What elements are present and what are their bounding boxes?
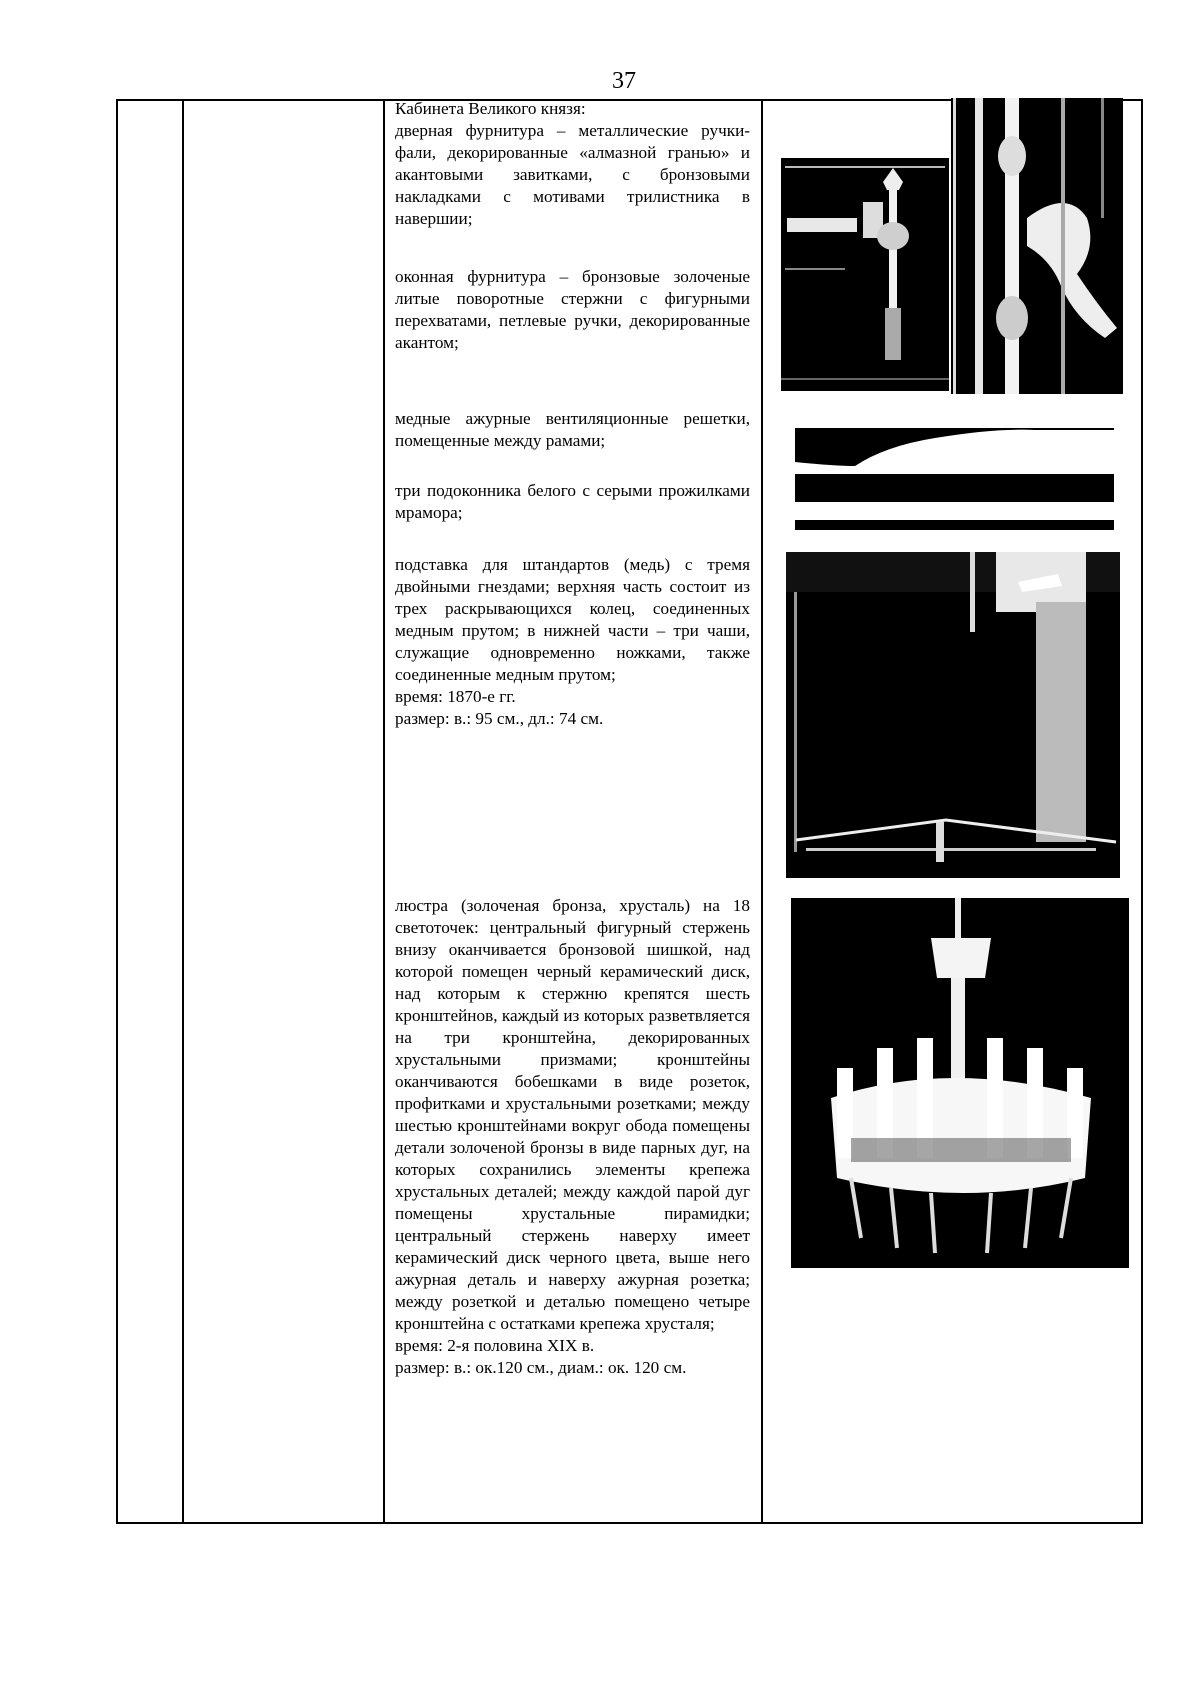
photo-marble-windowsill	[795, 406, 1114, 530]
page-number: 37	[612, 68, 636, 94]
entry-date: время: 1870-е гг.	[395, 687, 516, 706]
column-divider-2	[383, 101, 385, 1522]
entry-vent-grilles	[395, 408, 750, 452]
photo-chandelier	[791, 898, 1129, 1268]
photo-window-latch	[951, 98, 1123, 394]
column-divider-3	[761, 101, 763, 1522]
entry-date: время: 2-я половина XIX в.	[395, 1336, 595, 1355]
photo-door-handle	[781, 158, 949, 391]
inventory-table	[116, 99, 1143, 1524]
entry-description: подставка для штандартов (медь) с тремя двойными гнездами; верхняя часть состоит из трех раскрывающихся колец, соединенных медным прутом; в нижней части – три чаши, служащие одновременно ножками, также соединенные медным прутом;	[395, 555, 750, 684]
entry-description: медные ажурные вентиляционные решетки, помещенные между рамами;	[395, 409, 750, 450]
column-divider-1	[182, 101, 184, 1522]
section-heading: Кабинета Великого князя:	[395, 99, 586, 118]
entry-description: три подоконника белого с серыми прожилками мрамора;	[395, 481, 750, 522]
entry-size: размер: в.: ок.120 см., диам.: ок. 120 см.	[395, 1358, 687, 1377]
entry-size: размер: в.: 95 см., дл.: 74 см.	[395, 709, 604, 728]
entry-windowsills	[395, 480, 750, 524]
entry-description: дверная фурнитура – металлические ручки-фали, декорированные «алмазной гранью» и акантовыми завитками, с бронзовыми накладками с мотивами трилистника в навершии;	[395, 121, 750, 228]
entry-door-hardware	[395, 98, 750, 230]
entry-description: оконная фурнитура – бронзовые золоченые литые поворотные стержни с фигурными перехватами, петлевые ручки, декорированные акантом;	[395, 267, 750, 352]
photo-standard-stand	[786, 552, 1120, 878]
entry-standard-stand	[395, 554, 750, 730]
entry-description: люстра (золоченая бронза, хрусталь) на 18 светоточек: центральный фигурный стержень внизу оканчивается бронзовой шишкой, над которой помещен черный керамический диск, над которым к стержню крепятся шесть кронштейнов, каждый из которых разветвляется на три кронштейна, декорированных хрустальными призмами; кронштейны оканчиваются бобешками в виде розеток, профитками и хрустальными розетками; между шестью кронштейнами вокруг обода помещены детали золоченой бронзы в виде парных дуг, на которых сохранились элементы крепежа хрустальных деталей; между каждой парой дуг помещены хрустальные пирамидки; центральный стержень наверху имеет керамический диск черного цвета, выше него ажурная деталь и наверху ажурная розетка; между розеткой и деталью помещено четыре кронштейна с остатками крепежа хрусталя;	[395, 896, 750, 1333]
entry-window-hardware	[395, 266, 750, 354]
entry-chandelier	[395, 895, 750, 1379]
